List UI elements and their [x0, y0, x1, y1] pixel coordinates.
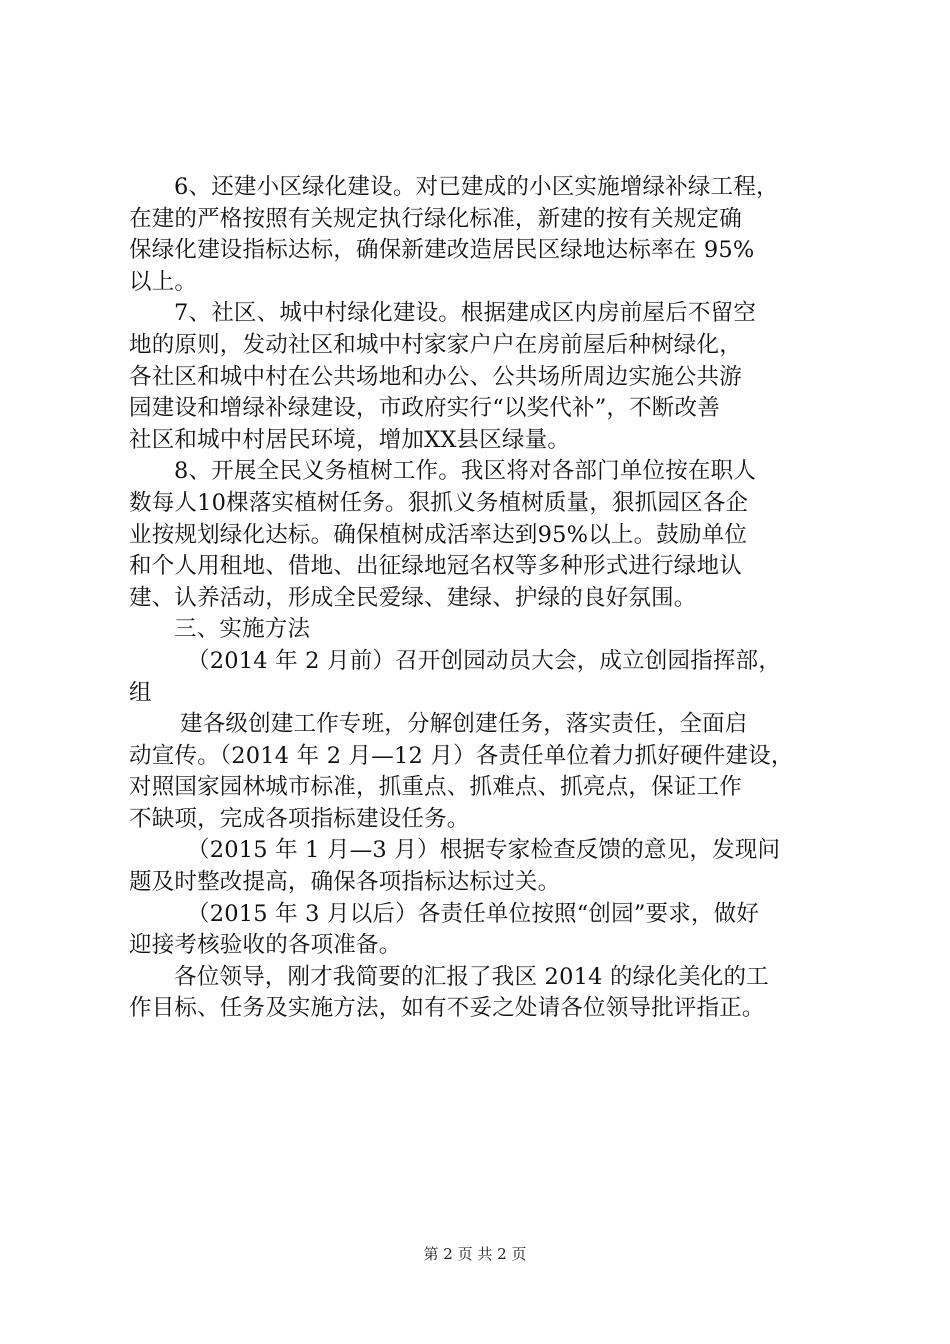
paragraph-7-line-1: 7、社区、城中村绿化建设。根据建成区内房前屋后不留空 [174, 300, 757, 327]
section-heading-methods: 三、实施方法 [174, 616, 311, 643]
paragraph-7-line-2: 地的原则，发动社区和城中村家家户户在房前屋后种树绿化， [129, 331, 742, 358]
paragraph-8-line-2: 数每人10棵落实植树任务。狠抓义务植树质量，狠抓园区各企 [129, 489, 749, 516]
paragraph-6-line-1: 6、还建小区绿化建设。对已建成的小区实施增绿补绿工程， [174, 174, 779, 200]
phase-3-line-1: （2015 年 1 月—3 月）根据专家检查反馈的意见，发现问 [187, 837, 781, 864]
paragraph-6-line-3: 保绿化建设指标达标，确保新建改造居民区绿地达标率在 95% [129, 237, 755, 264]
phase-2-line-1: 动宣传。（2014 年 2 月—12 月）各责任单位着力抓好硬件建设， [129, 742, 794, 769]
closing-line-1: 各位领导，刚才我简要的汇报了我区 2014 的绿化美化的工 [174, 963, 769, 990]
paragraph-6-line-4: 以上。 [129, 268, 198, 295]
phase-4-line-2: 迎接考核验收的各项准备。 [129, 932, 402, 959]
paragraph-8-line-5: 建、认养活动，形成全民爱绿、建绿、护绿的良好氛围。 [129, 584, 697, 611]
phase-2-line-2: 对照国家园林城市标准，抓重点、抓难点、抓亮点，保证工作 [129, 774, 742, 801]
closing-line-2: 作目标、任务及实施方法，如有不妥之处请各位领导批评指正。 [129, 995, 765, 1022]
phase-3-line-2: 题及时整改提高，确保各项指标达标过关。 [129, 869, 561, 896]
paragraph-8-line-4: 和个人用租地、借地、出征绿地冠名权等多种形式进行绿地认 [129, 553, 742, 580]
document-body [129, 172, 839, 1025]
paragraph-8-line-3: 业按规划绿化达标。确保植树成活率达到95%以上。鼓励单位 [129, 521, 748, 548]
paragraph-7-line-5: 社区和城中村居民环境，增加XX县区绿量。 [129, 426, 571, 453]
phase-2-line-3: 不缺项，完成各项指标建设任务。 [129, 805, 470, 832]
phase-1-line-2: 组 [129, 679, 152, 706]
paragraph-7-line-3: 各社区和城中村在公共场地和办公、公共场所周边实施公共游 [129, 363, 742, 390]
phase-1-line-3: 建各级创建工作专班，分解创建任务，落实责任，全面启 [180, 711, 748, 738]
paragraph-6-line-2: 在建的严格按照有关规定执行绿化标准，新建的按有关规定确 [129, 205, 742, 232]
phase-1-line-1: （2014 年 2 月前）召开创园动员大会，成立创园指挥部， [187, 647, 782, 674]
page-number-footer: 第 2 页 共 2 页 [423, 1245, 527, 1263]
phase-4-line-1: （2015 年 3 月以后）各责任单位按照“创园”要求，做好 [187, 900, 760, 927]
paragraph-8-line-1: 8、开展全民义务植树工作。我区将对各部门单位按在职人 [174, 458, 757, 485]
paragraph-7-line-4: 园建设和增绿补绿建设，市政府实行“以奖代补”，不断改善 [129, 395, 720, 422]
